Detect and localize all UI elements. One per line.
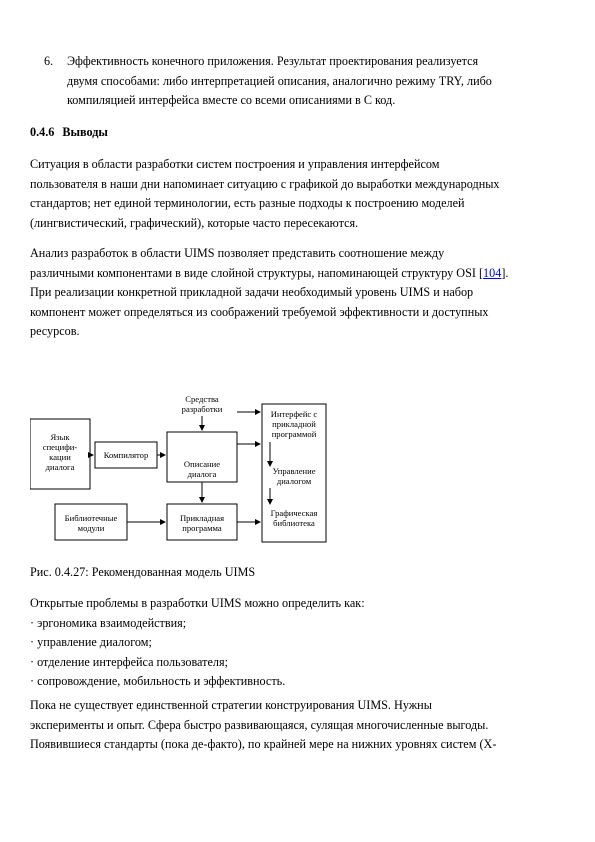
app-program-label: Прикладная программа [179, 513, 225, 533]
dev-tools-label: Средства разработки [181, 394, 223, 414]
paragraph-line: Пока не существует единственной стратегии конструирования UIMS. Нужны [30, 698, 432, 712]
problems-intro: Открытые проблемы в разработки UIMS можно определить как: [30, 596, 365, 610]
list-item: · управление диалогом; [30, 635, 152, 649]
section-heading [30, 123, 108, 143]
paragraph-line: При реализации конкретной прикладной задачи необходимый уровень UIMS и набор [30, 285, 474, 299]
paragraph-text: различными компонентами в виде слойной структуры, напоминающей структуру OSI [ [30, 265, 484, 280]
list-item-number: 6. [44, 54, 54, 68]
paragraph-line: эксперименты и опыт. Сфера быстро развивающаяся, сулящая многочисленные выгоды. [30, 717, 489, 732]
list-item: · эргономика взаимодействия; [30, 615, 187, 630]
paragraph-strategy [30, 696, 570, 755]
paragraph-line [30, 264, 570, 284]
figure-caption: Рис. 0.4.27: Рекомендованная модель UIMS [30, 565, 256, 579]
paragraph-line: пользователя в наши дни напоминает ситуацию с графикой до выработки международных [30, 176, 500, 191]
open-problems [30, 594, 570, 692]
list-item-line: компиляцией интерфейса вместе со всеми описаниями в C код. [67, 93, 396, 107]
lib-modules-label: Библиотечные модули [64, 513, 118, 533]
paragraph-line: Появившиеся стандарты (пока де-факто), по крайней мере на нижних уровнях систем (X- [30, 737, 497, 751]
list-item-line: Эффективность конечного приложения. Результат проектирования реализуется [67, 54, 479, 68]
dialog-desc-label: Описание диалога [183, 459, 221, 479]
uims-model-diagram [30, 392, 350, 547]
paragraph-line: компонент может определяться из соображений требуемой эффективности и доступных [30, 304, 489, 319]
paragraph-line: (лингвистический, графический), которые часто пересекаются. [30, 215, 359, 230]
paragraph-analysis [30, 244, 570, 342]
paragraph-text: ]. [501, 265, 509, 280]
paragraph-situation [30, 155, 570, 233]
paragraph-line: Анализ разработок в области UIMS позволяет представить соотношение между [30, 246, 445, 260]
section-number: 0.4.6 [30, 125, 55, 139]
list-item: · отделение интерфейса пользователя; [30, 654, 228, 669]
compiler-label: Компилятор [103, 450, 149, 460]
lang-spec-label: Язык специфи-кации диалога [42, 432, 78, 472]
reference-link[interactable]: 104 [483, 265, 502, 280]
paragraph-line: стандартов; нет единой терминологии, есть разные подходы к построению моделей [30, 196, 465, 210]
interface-app-label: Интерфейс с прикладной программой [270, 409, 318, 439]
list-item-line: двумя способами: либо интерпретацией описания, аналогично режиму TRY, либо [67, 73, 492, 88]
paragraph-line: Ситуация в области разработки систем построения и управления интерфейсом [30, 157, 440, 171]
dialog-mgmt-label: Управление диалогом [272, 466, 316, 486]
section-title: Выводы [62, 125, 108, 139]
paragraph-line: ресурсов. [30, 324, 80, 338]
list-item: · сопровождение, мобильность и эффективность. [30, 674, 286, 688]
graphics-lib-label: Графическая библиотека [270, 508, 318, 528]
